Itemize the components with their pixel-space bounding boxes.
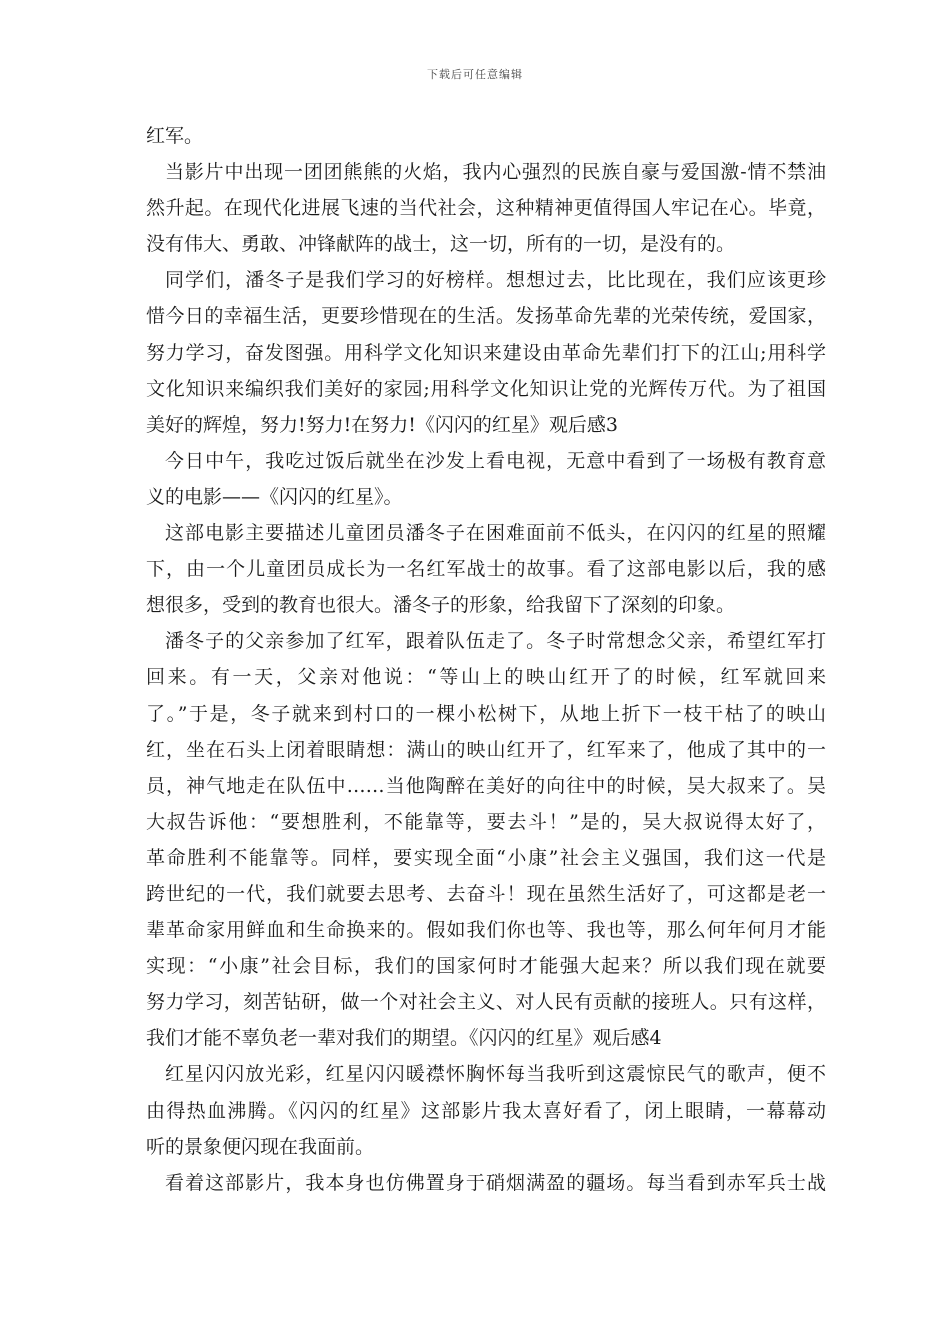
text-line: 今日中午，我吃过饭后就坐在沙发上看电视，无意中看到了一场极有教育意 [165, 449, 826, 472]
header-note: 下载后可任意编辑 [427, 68, 523, 81]
text-line: 了。”于是，冬子就来到村口的一棵小松树下，从地上折下一枝干枯了的映山 [146, 702, 826, 725]
text-line: 义的电影——《闪闪的红星》。 [146, 485, 403, 508]
text-line: 没有伟大、勇敢、冲锋献阵的战士，这一切，所有的一切，是没有的。 [146, 233, 736, 256]
text-line: 辈革命家用鲜血和生命换来的。假如我们你也等、我也等，那么何年何月才能 [146, 919, 826, 942]
text-line: 文化知识来编织我们美好的家园;用科学文化知识让党的光辉传万代。为了祖国 [146, 377, 826, 400]
text-line: 想很多，受到的教育也很大。潘冬子的形象，给我留下了深刻的印象。 [146, 594, 736, 617]
text-line: 惜今日的幸福生活，更要珍惜现在的生活。发扬革命先辈的光荣传统，爱国家， [146, 305, 826, 328]
text-line: 大叔告诉他：“要想胜利，不能靠等，要去斗！”是的，吴大叔说得太好了， [146, 810, 826, 833]
text-line: 听的景象便闪现在我面前。 [146, 1135, 375, 1158]
text-line: 看着这部影片，我本身也仿佛置身于硝烟满盈的疆场。每当看到赤军兵士战 [165, 1171, 826, 1194]
text-line: 当影片中出现一团团熊熊的火焰，我内心强烈的民族自豪与爱国激-情不禁油 [165, 161, 826, 184]
text-line: 然升起。在现代化进展飞速的当代社会，这种精神更值得国人牢记在心。毕竟， [146, 197, 826, 220]
text-line: 美好的辉煌，努力!努力!在努力!《闪闪的红星》观后感3 [146, 413, 618, 436]
text-line: 红军。 [146, 125, 204, 147]
text-line: 由得热血沸腾。《闪闪的红星》这部影片我太喜好看了，闭上眼睛，一幕幕动 [146, 1099, 826, 1122]
text-line: 红，坐在石头上闭着眼睛想：满山的映山红开了，红军来了，他成了其中的一 [146, 738, 826, 761]
text-line: 这部电影主要描述儿童团员潘冬子在困难面前不低头，在闪闪的红星的照耀 [165, 522, 826, 545]
text-line: 我们才能不辜负老一辈对我们的期望。《闪闪的红星》观后感4 [146, 1027, 662, 1050]
document-body [146, 118, 826, 1201]
text-line: 员，神气地走在队伍中……当他陶醉在美好的向往中的时候，吴大叔来了。吴 [146, 774, 826, 797]
text-line: 下，由一个儿童团员成长为一名红军战士的故事。看了这部电影以后，我的感 [146, 558, 826, 581]
text-line: 同学们，潘冬子是我们学习的好榜样。想想过去，比比现在，我们应该更珍 [165, 269, 826, 292]
text-line: 跨世纪的一代，我们就要去思考、去奋斗！现在虽然生活好了，可这都是老一 [146, 882, 826, 905]
text-line: 革命胜利不能靠等。同样，要实现全面“小康”社会主义强国，我们这一代是 [146, 846, 826, 869]
text-line: 努力学习，刻苦钻研，做一个对社会主义、对人民有贡献的接班人。只有这样， [146, 991, 826, 1014]
text-line: 努力学习，奋发图强。用科学文化知识来建设由革命先辈们打下的江山;用科学 [146, 341, 826, 364]
text-line: 红星闪闪放光彩，红星闪闪暖襟怀胸怀每当我听到这震惊民气的歌声，便不 [165, 1063, 826, 1086]
text-line: 实现：“小康”社会目标，我们的国家何时才能强大起来？所以我们现在就要 [146, 955, 826, 978]
text-line: 回来。有一天，父亲对他说：“等山上的映山红开了的时候，红军就回来 [146, 666, 826, 689]
text-line: 潘冬子的父亲参加了红军，跟着队伍走了。冬子时常想念父亲，希望红军打 [165, 630, 826, 653]
